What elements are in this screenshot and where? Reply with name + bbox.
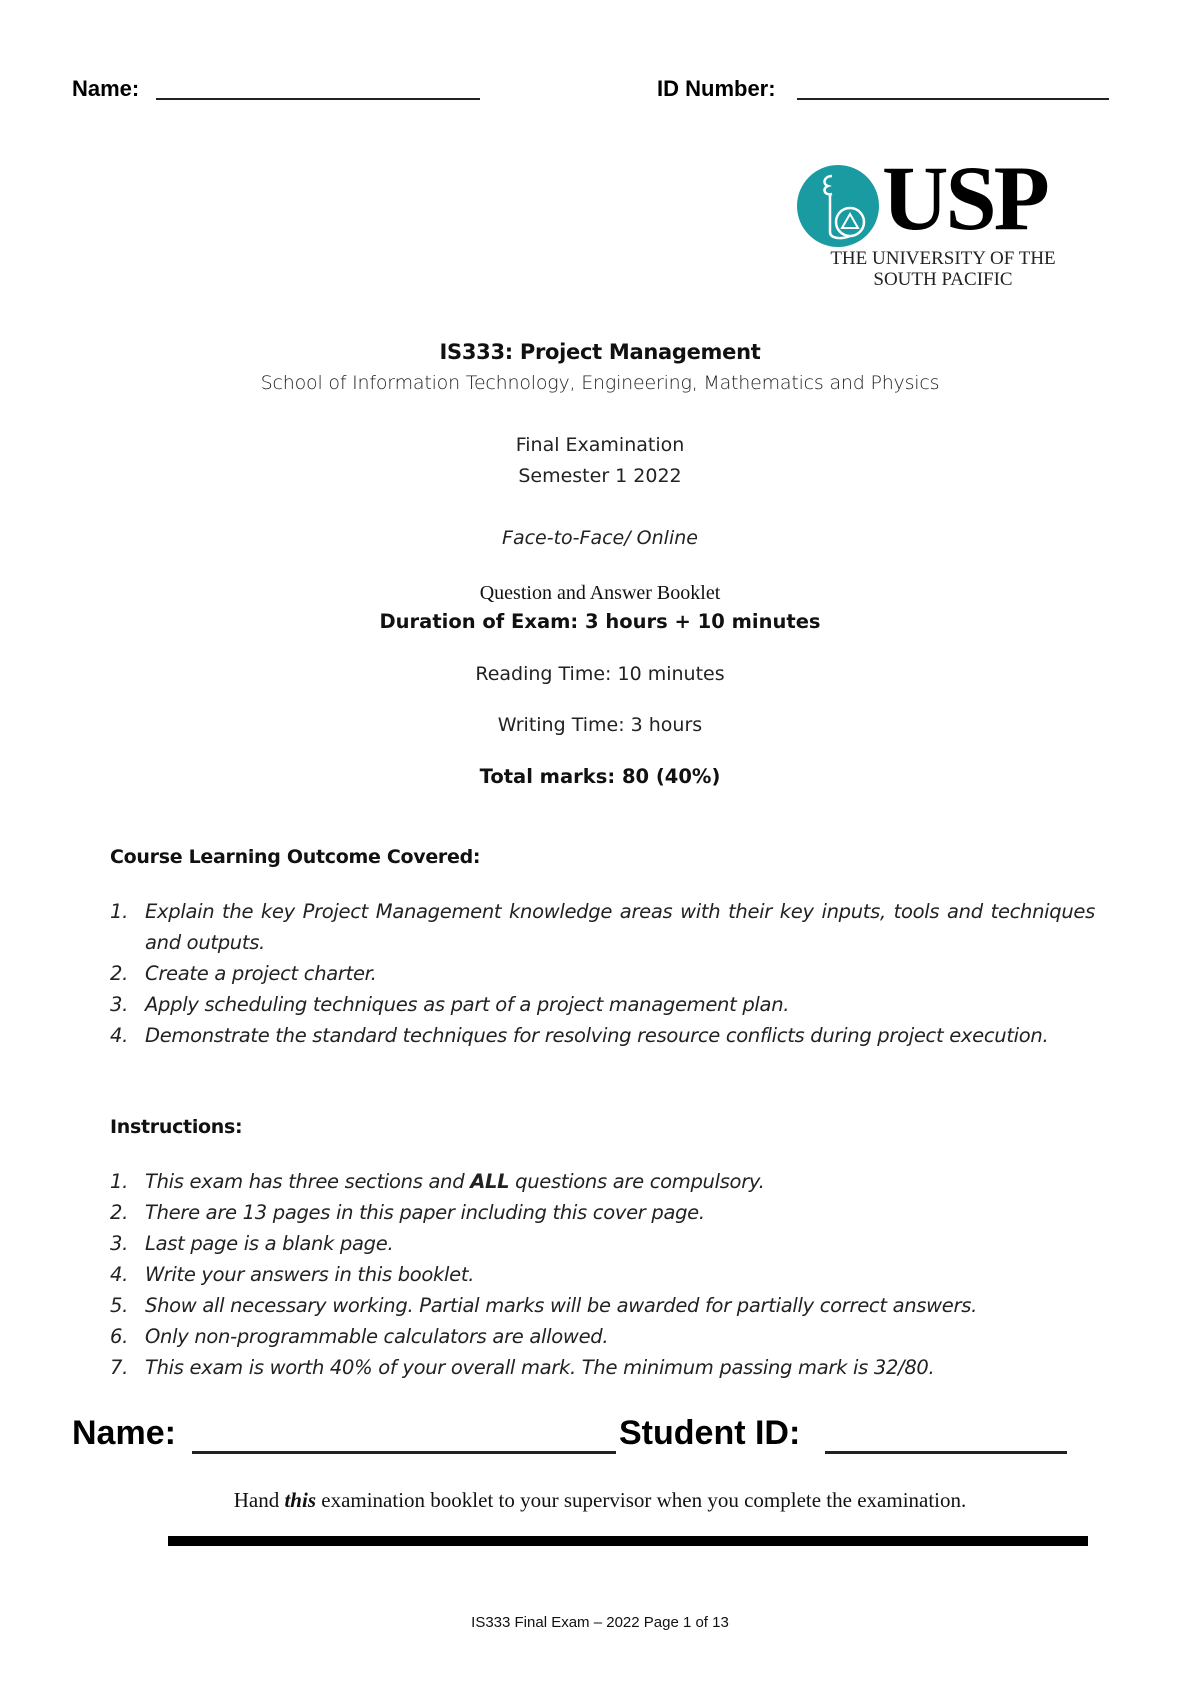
instruction-item: 4. Write your answers in this booklet. xyxy=(110,1263,475,1286)
instruction-item: 3. Last page is a blank page. xyxy=(110,1232,394,1255)
instruction-item: 2. There are 13 pages in this paper including this cover page. xyxy=(110,1201,705,1224)
usp-emblem-icon xyxy=(796,164,880,248)
writing-time: Writing Time: 3 hours xyxy=(497,714,703,736)
name-field-line[interactable] xyxy=(156,98,480,100)
instruction-item: 5. Show all necessary working. Partial marks will be awarded for partially correct answers. xyxy=(110,1294,977,1317)
school-name: School of Information Technology, Engineering, Mathematics and Physics xyxy=(260,372,940,394)
id-number-field-line[interactable] xyxy=(797,98,1109,100)
divider-bar xyxy=(168,1536,1088,1546)
page-footer: IS333 Final Exam – 2022 Page 1 of 13 xyxy=(471,1614,729,1631)
instructions-list xyxy=(110,1166,1095,1383)
exam-mode: Face-to-Face/ Online xyxy=(502,527,698,549)
booklet-label: Question and Answer Booklet xyxy=(479,582,721,604)
university-name-line1: THE UNIVERSITY OF THE xyxy=(830,248,1056,269)
bottom-name-field-line[interactable] xyxy=(192,1451,616,1454)
hand-in-notice: Hand this examination booklet to your supervisor when you complete the examination. xyxy=(233,1488,967,1512)
outcome-item: 3. Apply scheduling techniques as part of a project management plan. xyxy=(110,993,790,1016)
student-id-label: Student ID: xyxy=(619,1414,801,1452)
outcome-item: 1. Explain the key Project Management knowledge areas with their key inputs, tools and techniques and outputs. xyxy=(110,900,1095,954)
outcome-item: 4. Demonstrate the standard techniques for resolving resource conflicts during project execution. xyxy=(110,1024,1049,1047)
emphasis-all: ALL xyxy=(470,1170,510,1193)
student-id-field-line[interactable] xyxy=(825,1451,1067,1454)
id-number-label: ID Number: xyxy=(657,76,776,101)
instructions-heading: Instructions: xyxy=(110,1116,243,1138)
exam-type: Final Examination xyxy=(515,434,685,456)
outcomes-list xyxy=(110,896,1095,1051)
instruction-item: 6. Only non-programmable calculators are allowed. xyxy=(110,1325,609,1348)
university-name-line2: SOUTH PACIFIC xyxy=(873,269,1013,290)
outcome-item: 2. Create a project charter. xyxy=(110,962,377,985)
name-label: Name: xyxy=(72,76,140,101)
instruction-item: 1. This exam has three sections and ALL questions are compulsory. xyxy=(110,1170,765,1193)
reading-time: Reading Time: 10 minutes xyxy=(475,663,725,685)
course-title: IS333: Project Management xyxy=(439,340,761,364)
outcomes-heading: Course Learning Outcome Covered: xyxy=(110,846,481,868)
instruction-item: 7. This exam is worth 40% of your overall mark. The minimum passing mark is 32/80. xyxy=(110,1356,935,1379)
usp-logo xyxy=(796,147,1086,292)
semester: Semester 1 2022 xyxy=(518,465,682,487)
bottom-name-label: Name: xyxy=(72,1414,176,1452)
total-marks: Total marks: 80 (40%) xyxy=(479,765,721,788)
exam-duration: Duration of Exam: 3 hours + 10 minutes xyxy=(379,610,821,633)
usp-wordmark: USP xyxy=(882,147,1047,249)
